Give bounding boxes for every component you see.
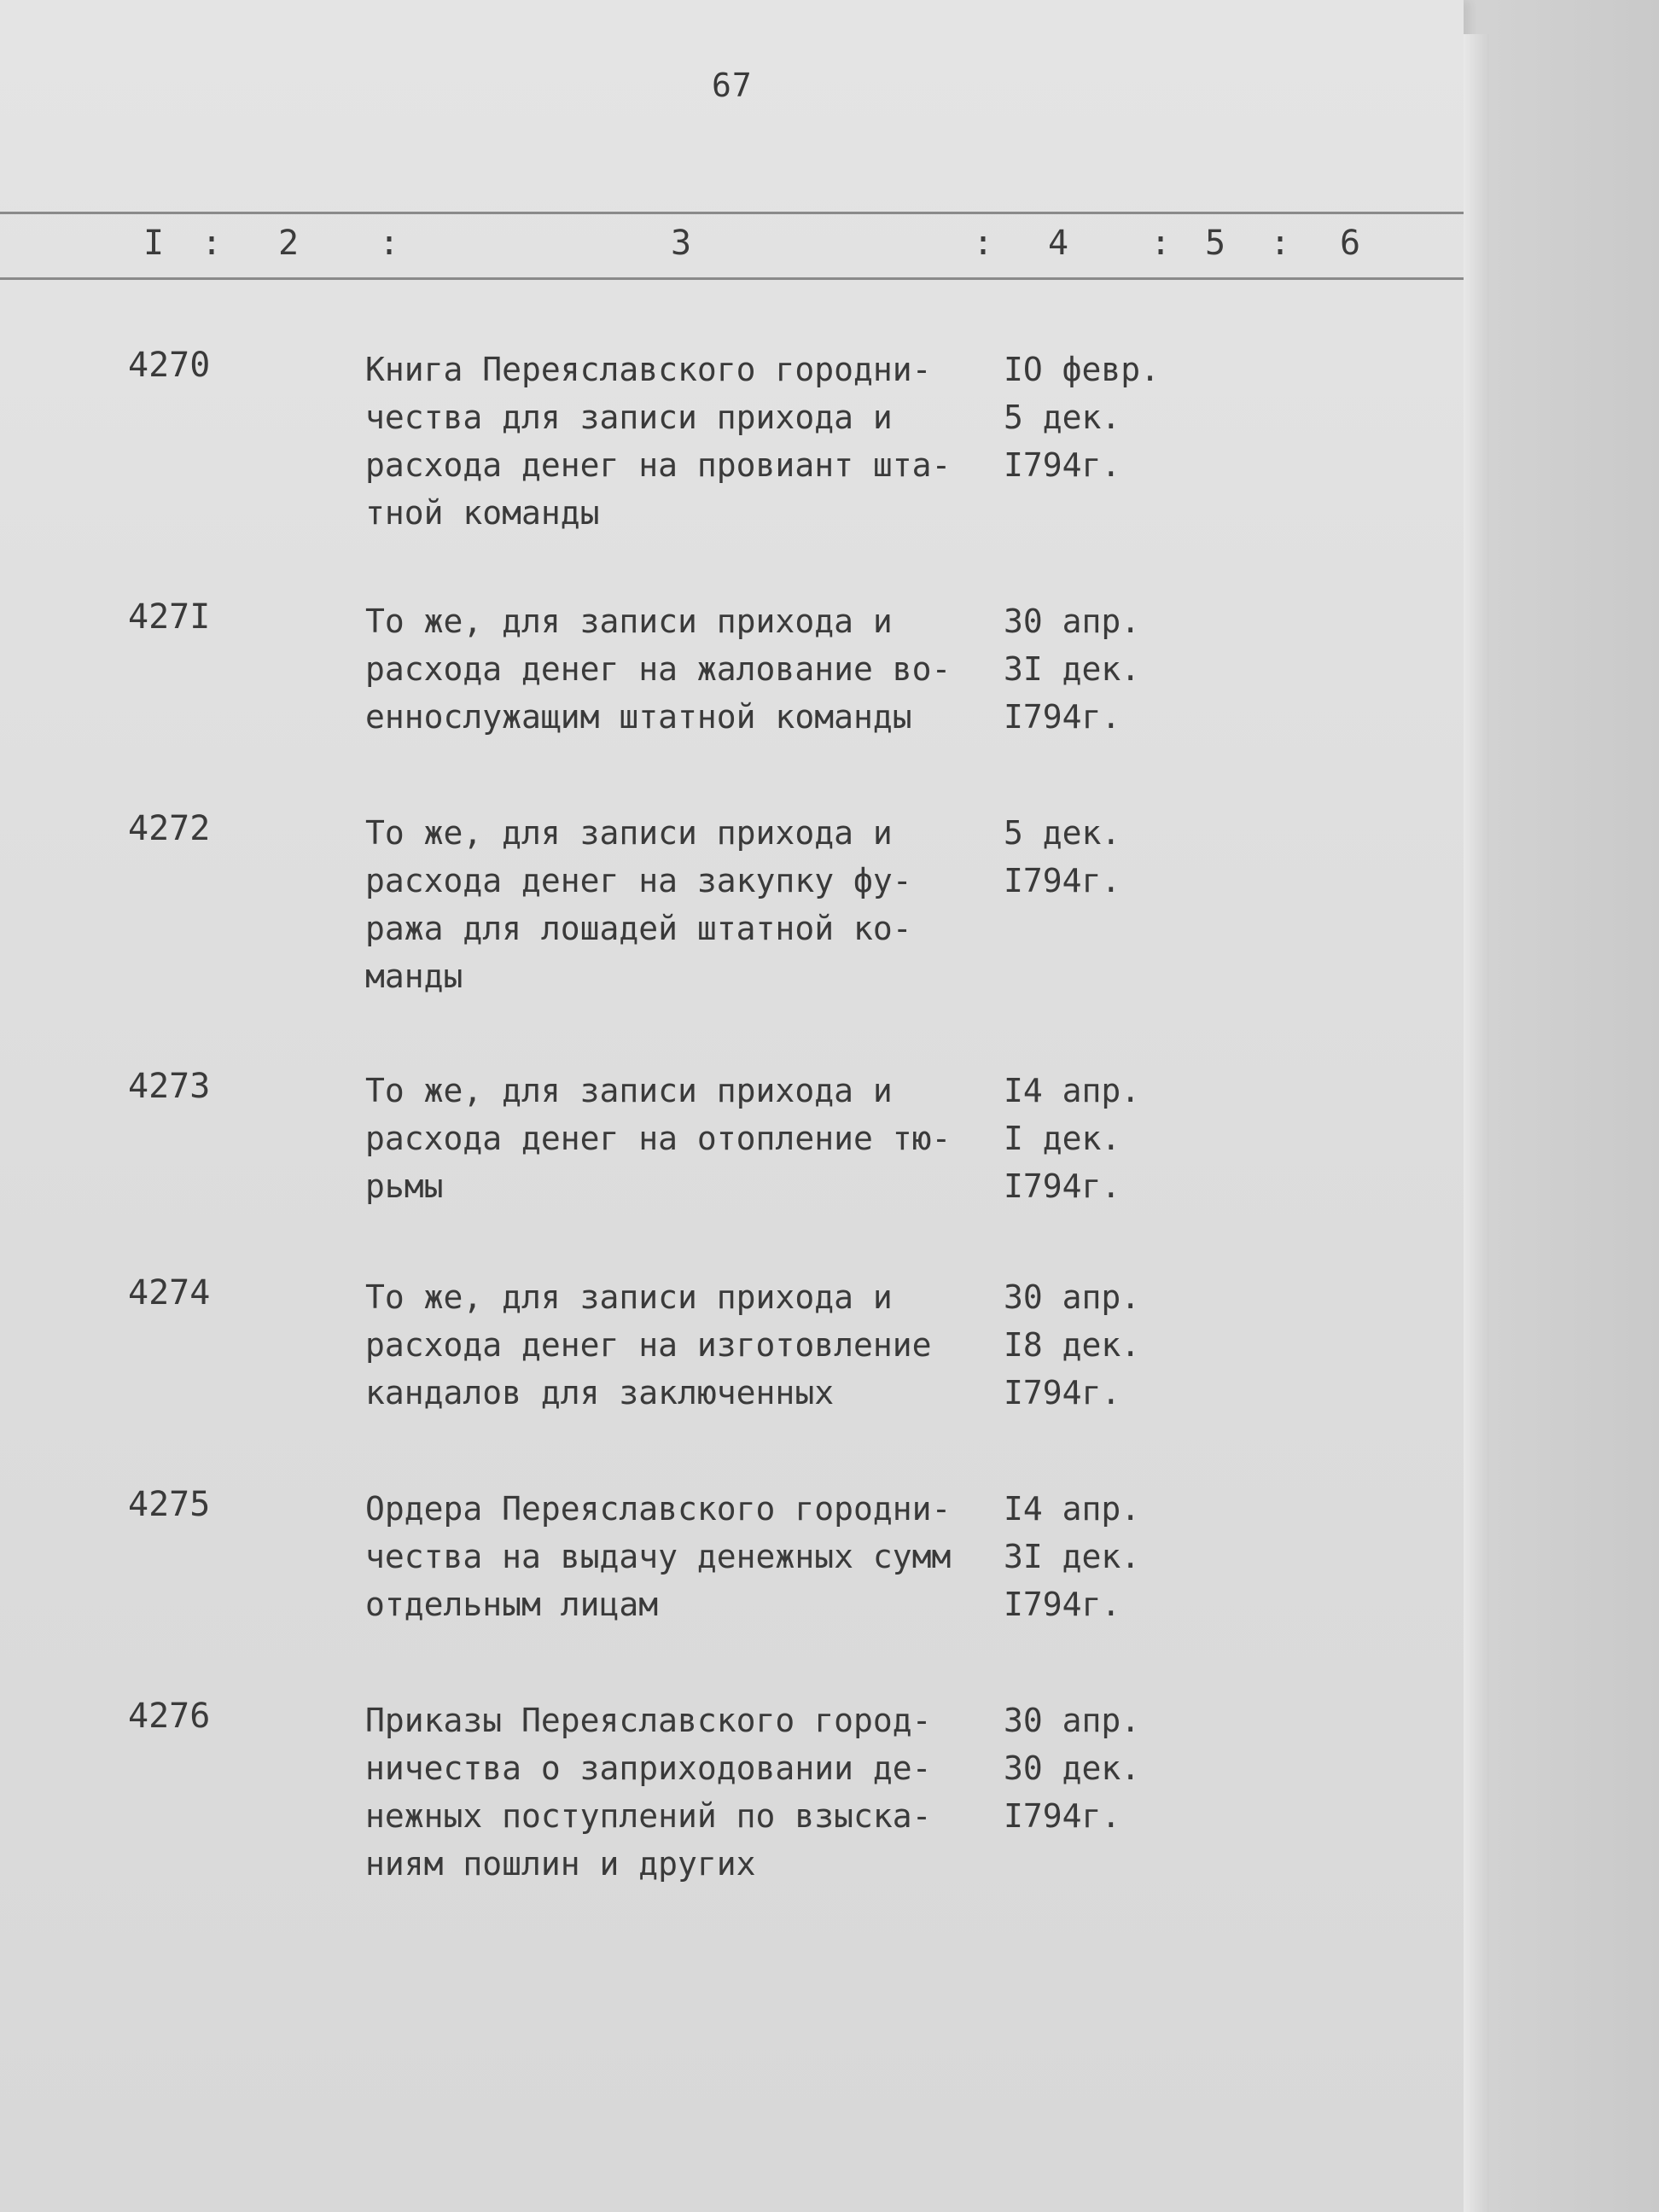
entry-description: То же, для записи прихода и расхода денег на жалование во- еннослужащим штатной команды: [365, 602, 952, 736]
entry-dates: 30 апр. 3I дек. I794г.: [1004, 602, 1141, 736]
entry-description: То же, для записи прихода и расхода денег на отопление тю- рьмы: [365, 1072, 952, 1205]
column-separator: :: [973, 224, 994, 263]
entry-description: То же, для записи прихода и расхода денег на закупку фу- ража для лошадей штатной ко- манды: [365, 814, 912, 995]
column-separator: :: [379, 224, 400, 263]
column-header-4: 4: [1048, 224, 1069, 263]
entry-dates: I4 апр. I дек. I794г.: [1004, 1072, 1141, 1205]
page-edge: [1464, 34, 1489, 2212]
column-separator: :: [1270, 224, 1291, 263]
column-header-2: 2: [278, 224, 300, 263]
entry-number: 4276: [128, 1697, 211, 1736]
entry-number: 4270: [128, 346, 211, 385]
entry-dates: 30 апр. I8 дек. I794г.: [1004, 1278, 1141, 1412]
page-number: 67: [712, 67, 753, 104]
entry-dates: IO февр. 5 дек. I794г.: [1004, 351, 1161, 484]
entry-description: Книга Переяславского городни- чества для записи прихода и расхода денег на провиант шта- тной команды: [365, 351, 952, 532]
column-header-5: 5: [1205, 224, 1226, 263]
entry-dates: 5 дек. I794г.: [1004, 814, 1121, 899]
entry-dates: I4 апр. 3I дек. I794г.: [1004, 1490, 1141, 1623]
entry-description: Ордера Переяславского городни- чества на выдачу денежных сумм отдельным лицам: [365, 1490, 952, 1623]
entry-number: 4272: [128, 809, 211, 848]
column-separator: :: [201, 224, 223, 263]
entry-dates: 30 апр. 30 дек. I794г.: [1004, 1702, 1141, 1835]
entry-number: 4275: [128, 1485, 211, 1524]
entry-number: 427I: [128, 597, 211, 637]
column-header-3: 3: [671, 224, 692, 263]
entry-description: Приказы Переяславского город- ничества о заприходовании де- нежных поступлений по взыска- ниям пошлин и других: [365, 1702, 932, 1883]
header-rule-top: [0, 212, 1464, 214]
entry-number: 4274: [128, 1273, 211, 1313]
header-rule-bottom: [0, 277, 1464, 280]
entry-description: То же, для записи прихода и расхода денег на изготовление кандалов для заключенных: [365, 1278, 932, 1412]
entry-number: 4273: [128, 1067, 211, 1106]
column-header-1: I: [143, 224, 165, 263]
column-header-6: 6: [1340, 224, 1361, 263]
column-separator: :: [1150, 224, 1172, 263]
